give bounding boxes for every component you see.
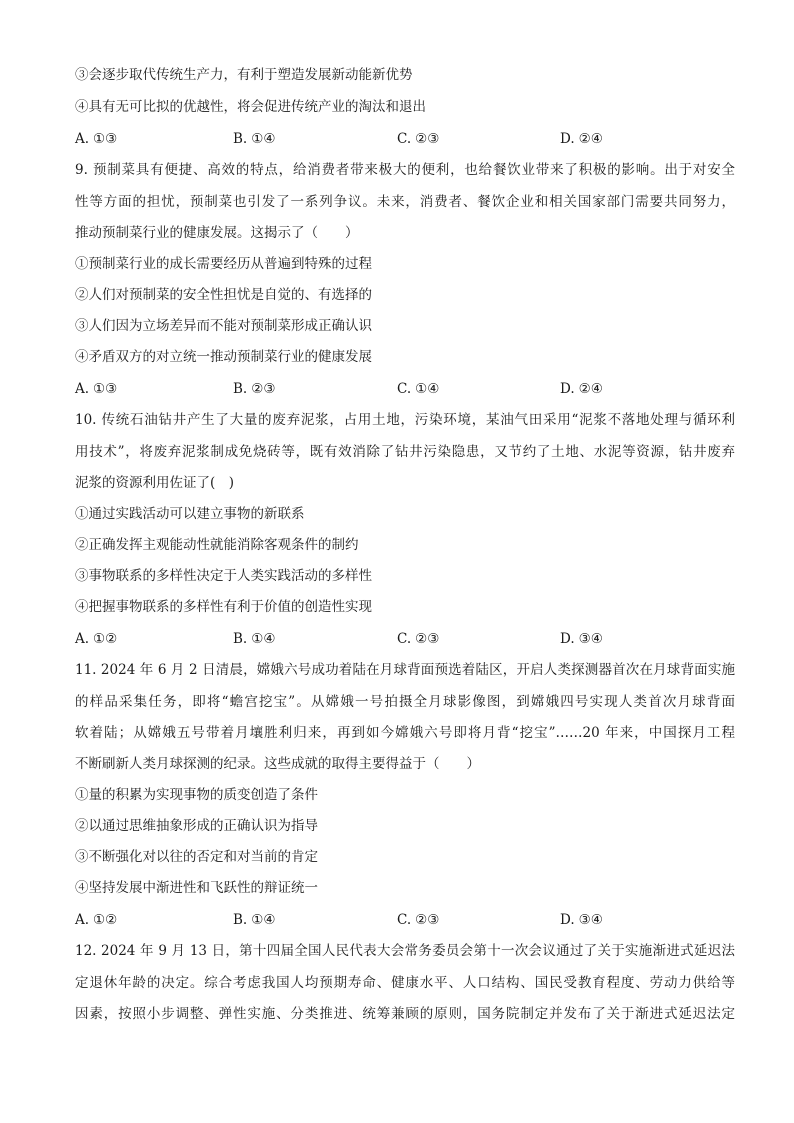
- q9-option-a[interactable]: A. ①③: [75, 381, 118, 397]
- q8-option-a[interactable]: A. ①③: [75, 131, 118, 147]
- q9-option-c[interactable]: C. ①④: [397, 381, 440, 397]
- q10-stem-line-1: 10. 传统石油钻井产生了大量的废弃泥浆，占用土地，污染环境，某油气田采用“泥浆不落地处理与循环利: [75, 412, 735, 428]
- q8-option-d[interactable]: D. ②④: [560, 131, 603, 147]
- q10-stem-line-2: 用技术”，将废弃泥浆制成免烧砖等，既有效消除了钻井污染隐患，又节约了土地、水泥等资源，钻井废弃: [75, 444, 735, 460]
- q10-statement-4: ④把握事物联系的多样性有利于价值的创造性实现: [75, 599, 372, 615]
- q10-option-b[interactable]: B. ①④: [233, 631, 276, 647]
- q11-option-c[interactable]: C. ②③: [397, 912, 440, 928]
- q10-options: [75, 629, 735, 649]
- q10-option-a[interactable]: A. ①②: [75, 631, 118, 647]
- q11-option-a[interactable]: A. ①②: [75, 912, 118, 928]
- q11-option-d[interactable]: D. ③④: [560, 912, 603, 928]
- q12-stem-line-1: 12. 2024 年 9 月 13 日，第十四届全国人民代表大会常务委员会第十一次会议通过了关于实施渐进式延迟法: [75, 943, 735, 959]
- q11-statement-1: ①量的积累为实现事物的质变创造了条件: [75, 787, 318, 803]
- q9-stem-line-1: 9. 预制菜具有便捷、高效的特点，给消费者带来极大的便利，也给餐饮业带来了积极的影响。出于对安全: [75, 162, 735, 178]
- q9-statement-2: ②人们对预制菜的安全性担忧是自觉的、有选择的: [75, 287, 372, 303]
- q8-statement-3: ③会逐步取代传统生产力，有利于塑造发展新动能新优势: [75, 67, 413, 83]
- q8-statement-4: ④具有无可比拟的优越性，将会促进传统产业的淘汰和退出: [75, 99, 426, 115]
- q9-statement-1: ①预制菜行业的成长需要经历从普遍到特殊的过程: [75, 256, 372, 272]
- q12-stem-line-3: 因素，按照小步调整、弹性实施、分类推进、统筹兼顾的原则，国务院制定并发布了关于渐进式延迟法定: [75, 1006, 735, 1022]
- q9-stem-line-2: 性等方面的担忧，预制菜也引发了一系列争议。未来，消费者、餐饮企业和相关国家部门需要共同努力，: [75, 194, 735, 210]
- q8-option-c[interactable]: C. ②③: [397, 131, 440, 147]
- q10-statement-2: ②正确发挥主观能动性就能消除客观条件的制约: [75, 537, 359, 553]
- q11-statement-2: ②以通过思维抽象形成的正确认识为指导: [75, 818, 318, 834]
- q10-option-d[interactable]: D. ③④: [560, 631, 603, 647]
- q9-statement-3: ③人们因为立场差异而不能对预制菜形成正确认识: [75, 318, 372, 334]
- q11-stem-line-3: 软着陆；从嫦娥五号带着月壤胜利归来，再到如今嫦娥六号即将月背“挖宝”……20 年来，中国探月工程: [75, 725, 735, 741]
- q11-statement-4: ④坚持发展中渐进性和飞跃性的辩证统一: [75, 880, 318, 896]
- q10-stem-line-3: 泥浆的资源利用佐证了( ): [75, 475, 235, 491]
- q11-stem-line-2: 的样品采集任务，即将“蟾宫挖宝”。从嫦娥一号拍摄全月球影像图，到嫦娥四号实现人类首次月球背面: [75, 694, 735, 710]
- q11-stem-line-1: 11. 2024 年 6 月 2 日清晨，嫦娥六号成功着陆在月球背面预选着陆区，开启人类探测器首次在月球背面实施: [75, 662, 735, 678]
- q11-options: [75, 910, 735, 930]
- q12-stem-line-2: 定退休年龄的决定。综合考虑我国人均预期寿命、健康水平、人口结构、国民受教育程度、劳动力供给等: [75, 975, 735, 991]
- q9-stem-line-3: 推动预制菜行业的健康发展。这揭示了（ ）: [75, 225, 359, 241]
- q11-statement-3: ③不断强化对以往的否定和对当前的肯定: [75, 849, 318, 865]
- q10-statement-1: ①通过实践活动可以建立事物的新联系: [75, 506, 305, 522]
- q9-option-d[interactable]: D. ②④: [560, 381, 603, 397]
- q10-statement-3: ③事物联系的多样性决定于人类实践活动的多样性: [75, 568, 372, 584]
- q10-option-c[interactable]: C. ②③: [397, 631, 440, 647]
- q9-option-b[interactable]: B. ②③: [233, 381, 276, 397]
- q8-options: [75, 129, 735, 149]
- q8-option-b[interactable]: B. ①④: [233, 131, 276, 147]
- q9-statement-4: ④矛盾双方的对立统一推动预制菜行业的健康发展: [75, 349, 372, 365]
- q11-stem-line-4: 不断刷新人类月球探测的纪录。这些成就的取得主要得益于（ ）: [75, 756, 480, 772]
- q9-options: [75, 379, 735, 399]
- q11-option-b[interactable]: B. ①④: [233, 912, 276, 928]
